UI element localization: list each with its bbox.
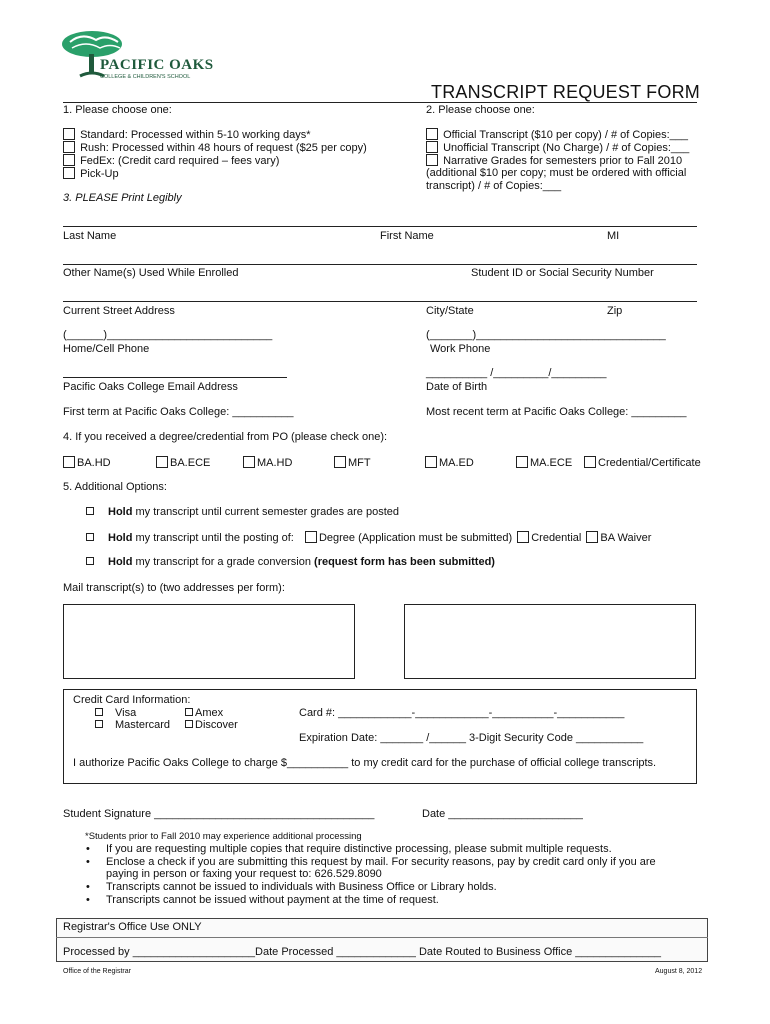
service-option-pickup[interactable]: Pick-Up [63,167,119,180]
label-city-state: City/State [426,305,474,317]
label-last-name: Last Name [63,230,117,242]
service-option-standard[interactable]: Standard: Processed within 5-10 working days* [63,128,311,141]
signature-label: Student Signature [63,808,152,820]
label-student-id: Student ID or Social Security Number [471,267,654,279]
checkbox-ba-waiver[interactable] [586,531,598,543]
card-mastercard[interactable]: Mastercard [95,719,170,731]
label-email: Pacific Oaks College Email Address [63,381,238,393]
bullet-item: paying in person or faxing your request to: 626.529.8090 [106,868,382,881]
card-amex[interactable]: Amex [185,707,223,719]
label-work-phone: Work Phone [430,343,491,355]
checkbox[interactable] [63,128,75,140]
checkbox[interactable] [86,507,94,515]
expiration-field[interactable]: Expiration Date: _______ /______ 3-Digit Security Code ___________ [299,732,644,744]
logo-name: PACIFIC OAKS [100,57,214,73]
logo-tagline: COLLEGE & CHILDREN'S SCHOOL [100,74,191,80]
checkbox[interactable] [95,708,103,716]
checkbox[interactable] [185,720,193,728]
section-1-heading: 1. Please choose one: [63,104,172,116]
card-number-field[interactable]: Card #: ____________-____________-__________-___________ [299,707,625,719]
checkbox[interactable] [156,456,168,468]
degree-option-maece[interactable]: MA.ECE [516,456,572,469]
checkbox[interactable] [584,456,596,468]
bullet-item: • Transcripts cannot be issued to individuals with Business Office or Library holds. [86,881,497,894]
other-names-line[interactable] [63,264,697,265]
checkbox[interactable] [426,128,438,140]
recent-term-field[interactable]: Most recent term at Pacific Oaks College: _________ [426,406,687,418]
narrative-note: (additional $10 per copy; must be ordered with official [426,167,687,179]
section-5-heading: 5. Additional Options: [63,481,167,493]
logo [60,26,214,82]
name-line[interactable] [63,226,697,227]
signature-row[interactable] [63,808,374,820]
registrar-heading: Registrar's Office Use ONLY [63,921,202,933]
label-home-phone: Home/Cell Phone [63,343,150,355]
card-visa[interactable]: Visa [95,707,136,719]
degree-option-mft[interactable]: MFT [334,456,371,469]
authorization-text: I authorize Pacific Oaks College to charge $__________ to my credit card for the purchase of official college transcripts. [73,757,657,769]
signature-line: ____________________________________ [151,808,375,820]
label-zip: Zip [607,305,623,317]
page-title: TRANSCRIPT REQUEST FORM [431,82,700,102]
degree-option-bahd[interactable]: BA.HD [63,456,111,469]
checkbox[interactable] [63,154,75,166]
label-dob: Date of Birth [426,381,488,393]
hold-option-posting[interactable]: Hold my transcript until the posting of: Degree (Application must be submitted) Credential BA Waiver [86,531,651,544]
hold-option-conversion[interactable]: Hold my transcript for a grade conversion (request form has been submitted) [86,556,495,568]
checkbox[interactable] [63,456,75,468]
work-phone-field[interactable]: (_______)_______________________________ [426,329,666,341]
transcript-option-unofficial[interactable]: Unofficial Transcript (No Charge) / # of Copies:___ [426,141,689,154]
footnote: *Students prior to Fall 2010 may experience additional processing [85,831,362,842]
mail-instructions: Mail transcript(s) to (two addresses per form): [63,582,285,594]
checkbox[interactable] [86,533,94,541]
credit-card-heading: Credit Card Information: [73,694,191,706]
checkbox[interactable] [425,456,437,468]
checkbox[interactable] [426,141,438,153]
first-term-field[interactable]: First term at Pacific Oaks College: __________ [63,406,294,418]
checkbox[interactable] [516,456,528,468]
label-first-name: First Name [380,230,434,242]
date-field[interactable]: Date ______________________ [422,808,583,820]
checkbox[interactable] [243,456,255,468]
bullet-item: • Transcripts cannot be issued without payment at the time of request. [86,893,439,906]
dob-field[interactable]: __________ /_________/_________ [426,367,607,379]
transcript-option-narrative[interactable]: Narrative Grades for semesters prior to Fall 2010 [426,154,682,167]
home-phone-field[interactable]: (______)___________________________ [63,329,273,341]
bullet-item: • Enclose a check if you are submitting this request by mail. For security reasons, pay by credit card only if you are [86,855,656,868]
service-option-rush[interactable]: Rush: Processed within 48 hours of request ($25 per copy) [63,141,367,154]
checkbox-credential[interactable] [517,531,529,543]
section-3-heading: 3. PLEASE Print Legibly [63,192,182,204]
mail-address-box-1[interactable] [63,604,355,679]
bullet-list [86,843,656,907]
checkbox[interactable] [86,557,94,565]
registrar-fields[interactable]: Processed by ____________________Date Processed _____________ Date Routed to Business Office ______________ [63,946,661,958]
checkbox[interactable] [426,154,438,166]
degree-option-maed[interactable]: MA.ED [425,456,474,469]
checkbox-degree[interactable] [305,531,317,543]
bullet-item: • If you are requesting multiple copies that require distinctive processing, please submit multiple requests. [86,843,612,855]
checkbox[interactable] [95,720,103,728]
checkbox[interactable] [63,141,75,153]
mail-address-box-2[interactable] [404,604,696,679]
label-mi: MI [607,230,620,242]
footer-left: Office of the Registrar [63,968,131,975]
section-4-heading: 4. If you received a degree/credential from PO (please check one): [63,431,388,443]
checkbox[interactable] [185,708,193,716]
degree-option-credential[interactable]: Credential/Certificate [584,456,701,469]
card-discover[interactable]: Discover [185,719,238,731]
narrative-note-2: transcript) / # of Copies:___ [426,180,562,192]
checkbox[interactable] [334,456,346,468]
degree-option-baece[interactable]: BA.ECE [156,456,210,469]
transcript-option-official[interactable]: Official Transcript ($10 per copy) / # of Copies:___ [426,128,688,141]
label-street: Current Street Address [63,305,175,317]
email-line[interactable] [63,377,287,378]
footer-right: August 8, 2012 [655,968,703,975]
degree-option-mahd[interactable]: MA.HD [243,456,292,469]
hold-option-semester[interactable]: Hold my transcript until current semester grades are posted [86,506,399,518]
address-line[interactable] [63,301,697,302]
service-option-fedex[interactable]: FedEx: (Credit card required – fees vary) [63,154,279,167]
label-other-names: Other Name(s) Used While Enrolled [63,267,239,279]
checkbox[interactable] [63,167,75,179]
section-2-heading: 2. Please choose one: [426,104,535,116]
